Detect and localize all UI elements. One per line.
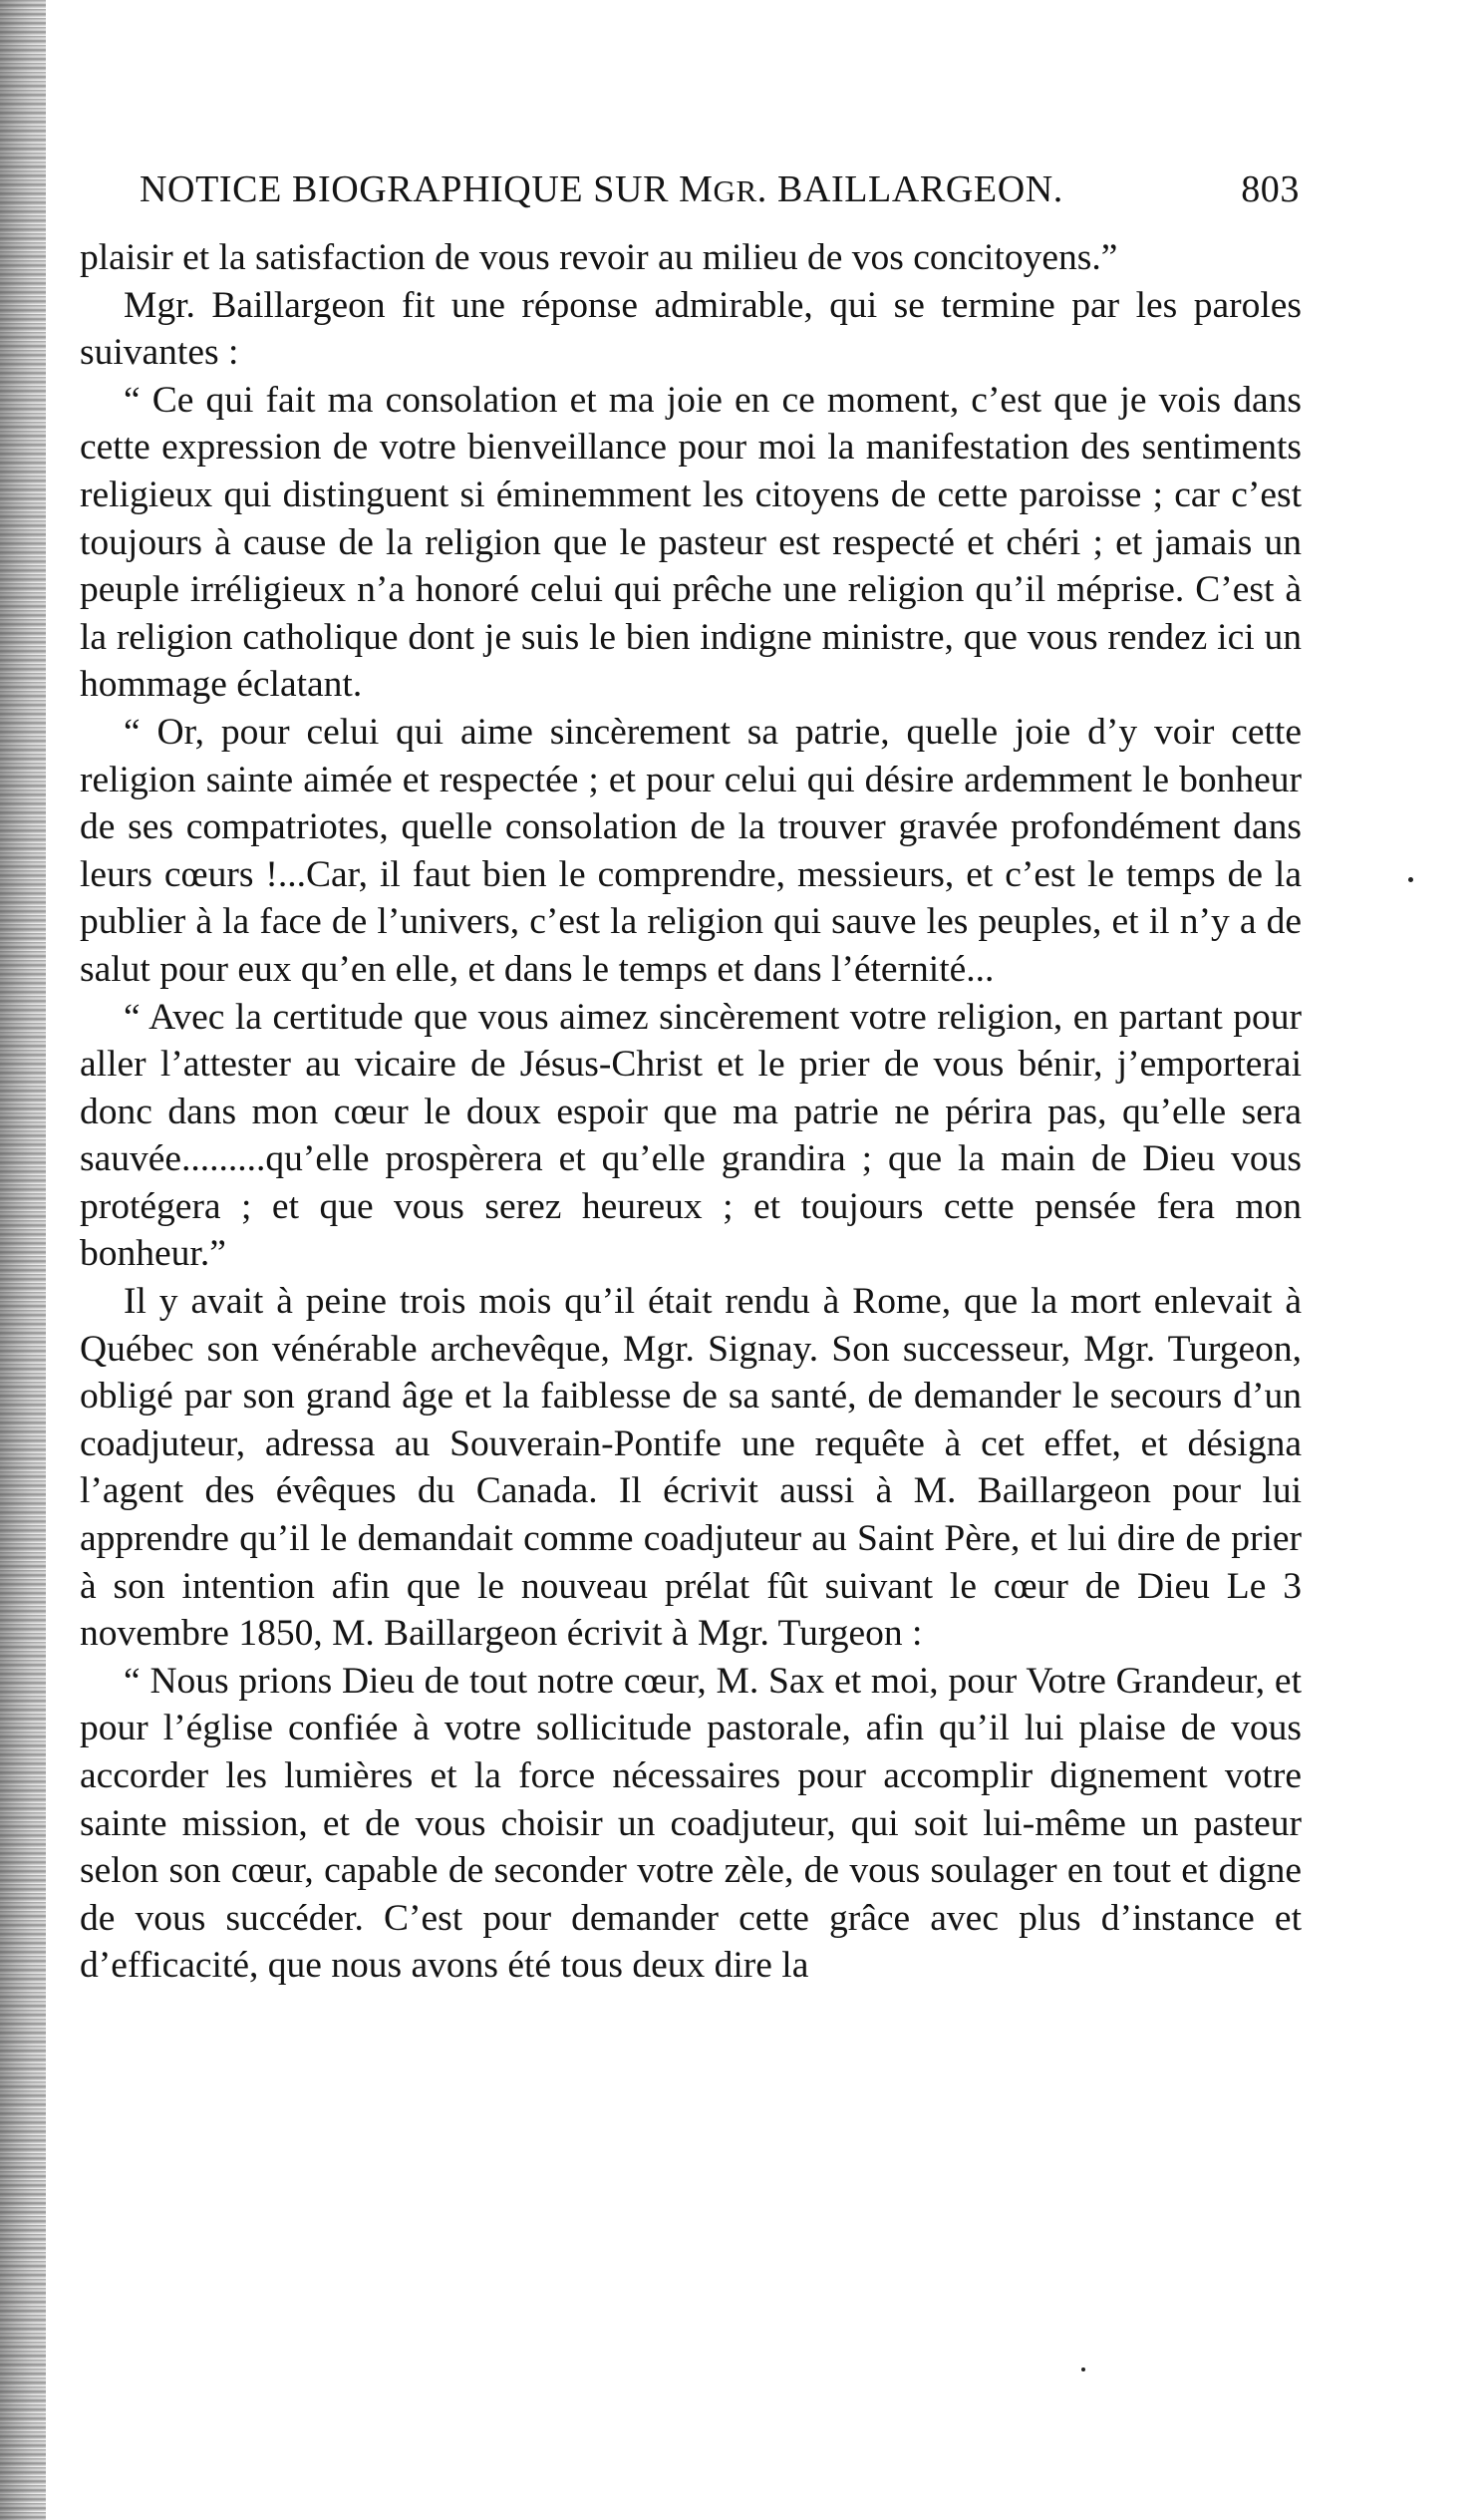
running-header: [60, 140, 1300, 210]
running-title-smallcaps: GR: [713, 173, 757, 208]
page-number: 803: [1241, 168, 1300, 210]
paragraph-reply-intro: Mgr. Baillargeon fit une réponse admirable, qui se termine par les paroles suivantes :: [80, 284, 1302, 374]
scan-speck: [1408, 877, 1413, 882]
paragraph-letter-quote: “ Nous prions Dieu de tout notre cœur, M. Sax et moi, pour Votre Grandeur, et pour l’église confiée à votre sollicitude pastorale, afin qu’il lui plaise de vous accorder les lumières et la force nécessaires pour accomplir dignement votre sainte mission, et de vous choisir un coadjuteur, qui soit lui-même un pasteur selon son cœur, capable de seconder votre zèle, de vous soulager en tout et digne de vous succéder. C’est pour demander cette grâce avec plus d’instance et d’efficacité, que nous avons été tous deux dire la: [80, 1660, 1302, 1987]
body-text: [80, 234, 1302, 1990]
running-title-main: NOTICE BIOGRAPHIQUE SUR M: [140, 168, 714, 210]
running-title-rest: . BAILLARGEON.: [756, 168, 1063, 210]
book-page: [60, 140, 1302, 1987]
page-binding-edge: [0, 0, 46, 2520]
paragraph-quote-patrie: “ Or, pour celui qui aime sincèrement sa patrie, quelle joie d’y voir cette religion sainte aimée et respectée ; et pour celui qui désire ardemment le bonheur de ses compatriotes, quelle consolation de la trouver gravée profondément dans leurs cœurs !...Car, il faut bien le comprendre, messieurs, et c’est le temps de la publier à la face de l’univers, c’est la religion qui sauve les peuples, et il n’y a de salut pour eux qu’en elle, et dans le temps et dans l’éternité...: [80, 711, 1302, 990]
paragraph-quote-consolation: “ Ce qui fait ma consolation et ma joie en ce moment, c’est que je vois dans cette expression de votre bienveillance pour moi la manifestation des sentiments religieux qui distinguent si éminemment les citoyens de cette paroisse ; car c’est toujours à cause de la religion que le pasteur est respecté et chéri ; et jamais un peuple irréligieux n’a honoré celui qui prêche une religion qu’il méprise. C’est à la religion catholique dont je suis le bien indigne ministre, que vous rendez ici un hommage éclatant.: [80, 379, 1302, 706]
running-title: [140, 167, 1063, 211]
paragraph-continuation: plaisir et la satisfaction de vous revoir au milieu de vos concitoyens.”: [80, 237, 1118, 278]
scan-speck: [1081, 2367, 1085, 2371]
paragraph-rome-narrative: Il y avait à peine trois mois qu’il était rendu à Rome, que la mort enlevait à Québec son vénérable archevêque, Mgr. Signay. Son successeur, Mgr. Turgeon, obligé par son grand âge et la faiblesse de sa santé, de demander le secours d’un coadjuteur, adressa au Souverain-Pontife une requête à cet effet, et désigna l’agent des évêques du Canada. Il écrivit aussi à M. Baillargeon pour lui apprendre qu’il le demandait comme coadjuteur au Saint Père, et lui dire de prier à son intention afin que le nouveau prélat fût suivant le cœur de Dieu Le 3 novembre 1850, M. Baillargeon écrivit à Mgr. Turgeon :: [80, 1281, 1302, 1655]
paragraph-quote-certitude: “ Avec la certitude que vous aimez sincèrement votre religion, en partant pour aller l’attester au vicaire de Jésus-Christ et le prier de vous bénir, j’emporterai donc dans mon cœur le doux espoir que ma patrie ne périra pas, qu’elle sera sauvée.........qu’elle prospèrera et qu’elle grandira ; que la main de Dieu vous protégera ; et que vous serez heureux ; et toujours cette pensée fera mon bonheur.”: [80, 996, 1302, 1275]
